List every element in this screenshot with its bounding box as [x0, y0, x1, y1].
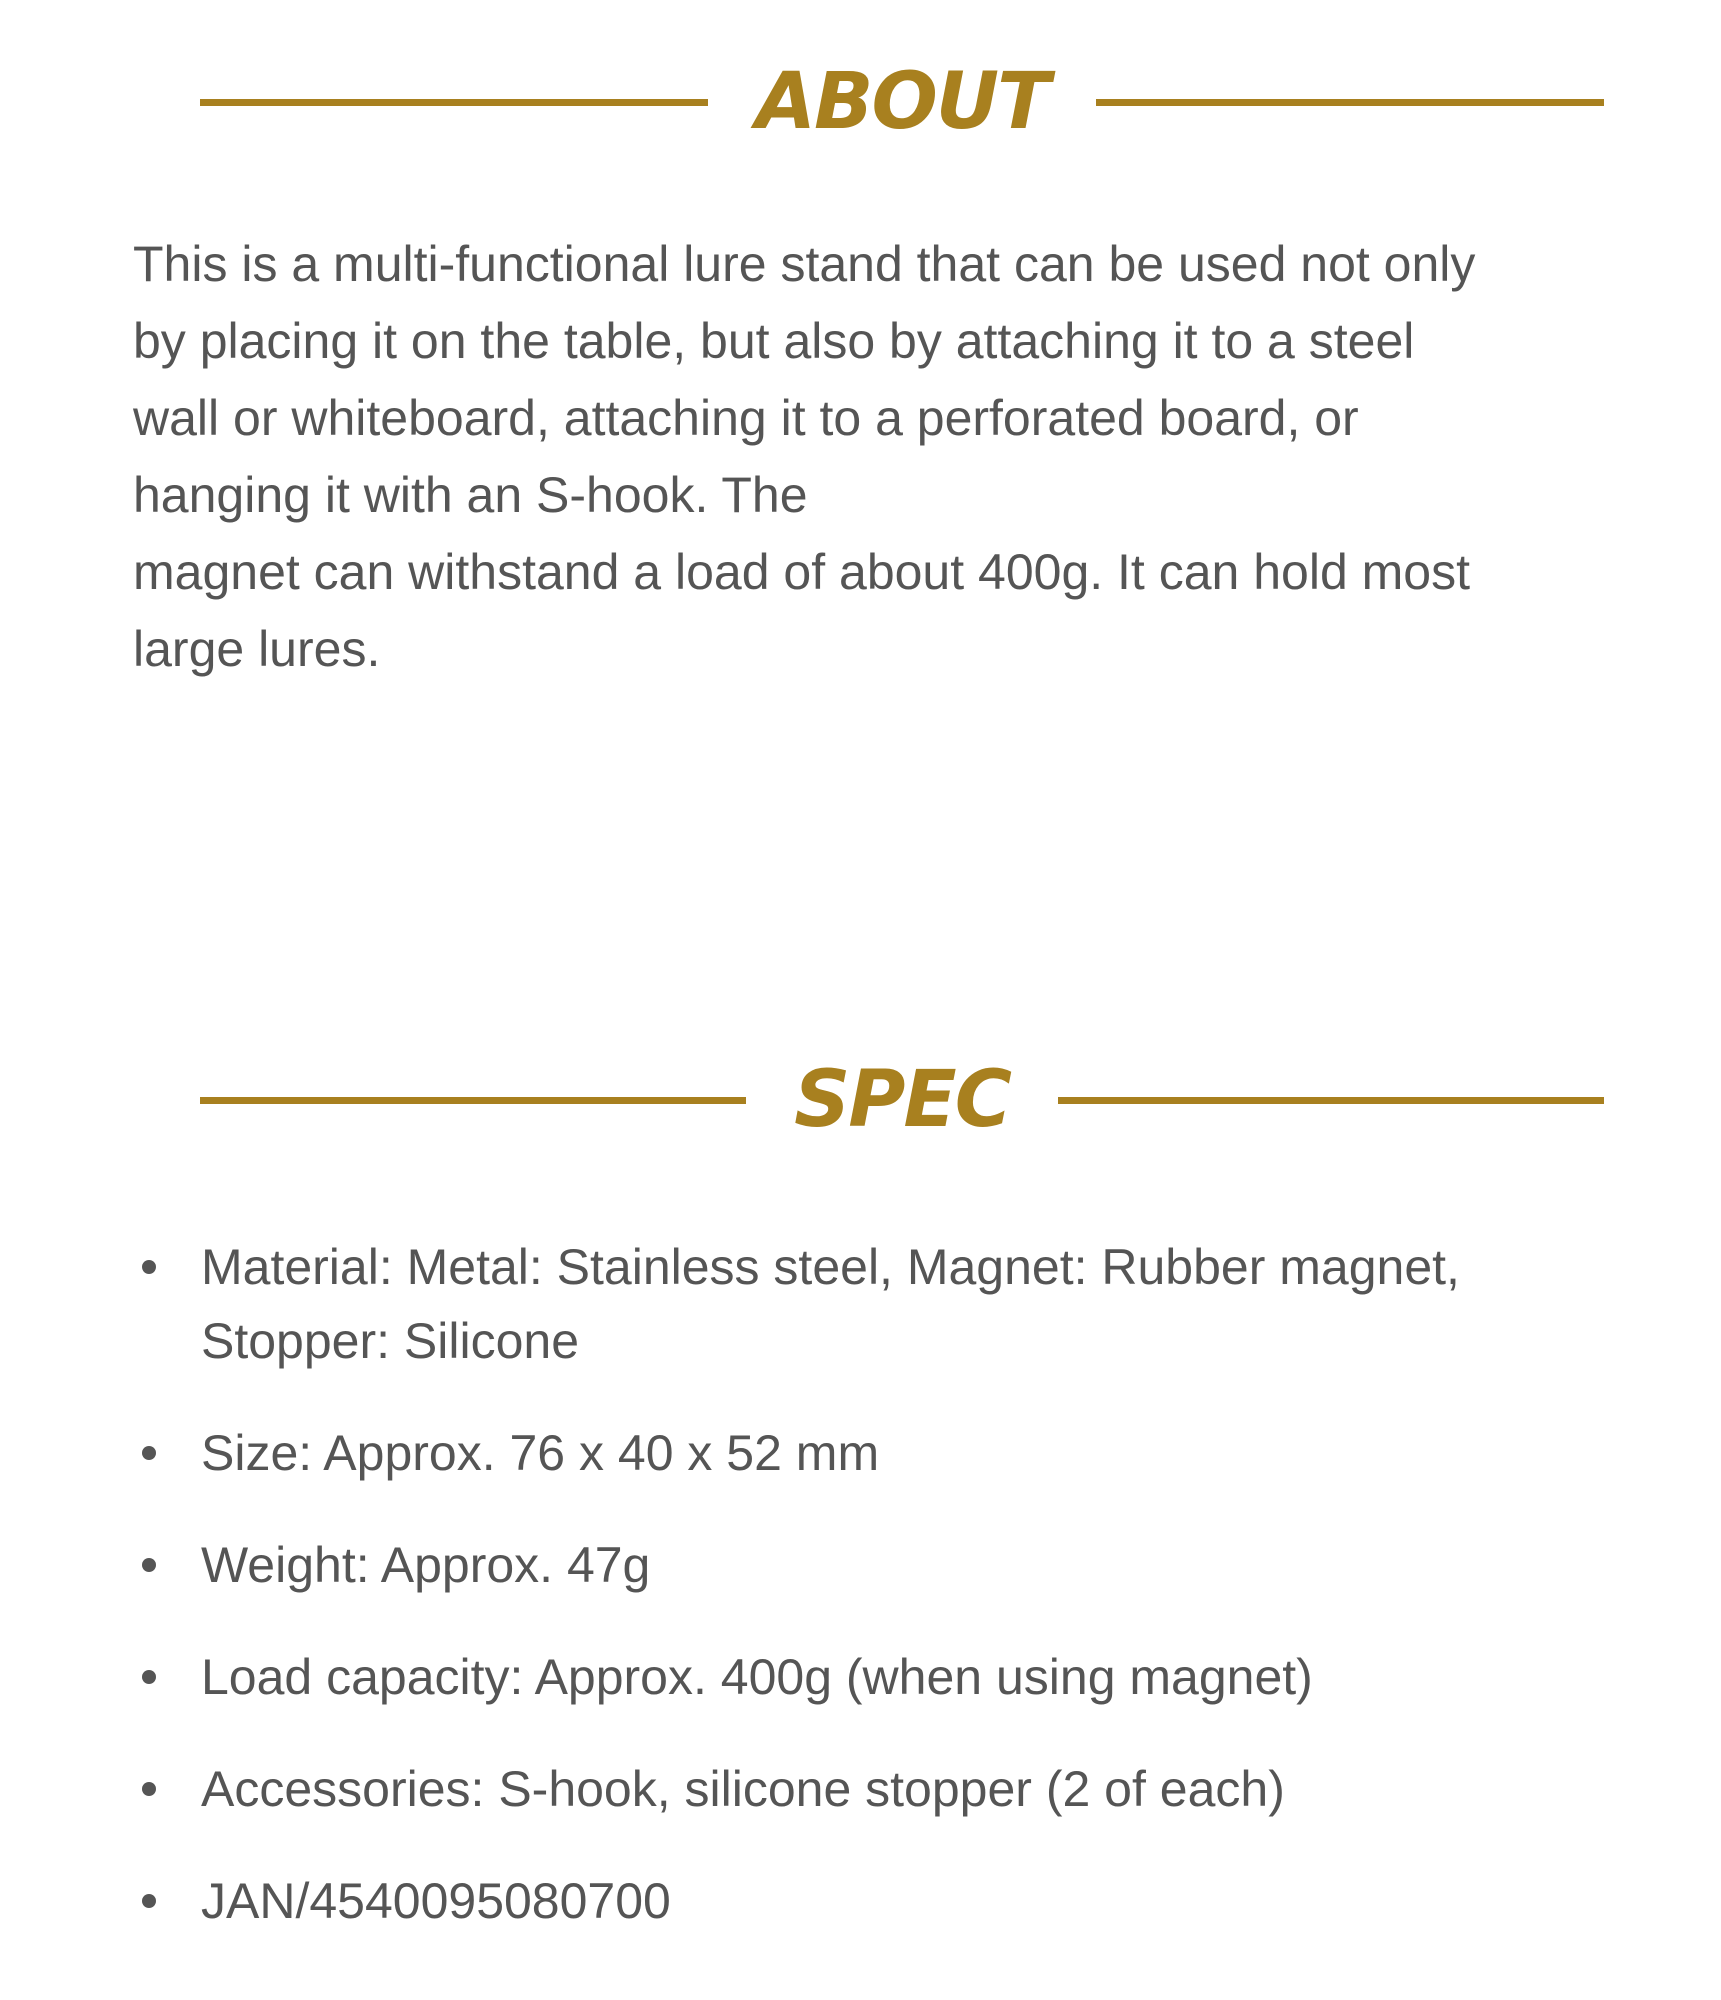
- spec-item-text: Size: Approx. 76 x 40 x 52 mm: [201, 1425, 880, 1481]
- about-line: by placing it on the table, but also by attaching it to a steel: [133, 313, 1415, 369]
- about-line: This is a multi-functional lure stand that can be used not only: [133, 236, 1476, 292]
- spec-item-text: Accessories: S-hook, silicone stopper (2 of each): [201, 1761, 1285, 1817]
- bullet-icon: [142, 1670, 156, 1684]
- about-line: hanging it with an S-hook. The: [133, 467, 808, 523]
- spec-item-accessories: [133, 1752, 1653, 1826]
- spec-item-size: [133, 1416, 1653, 1490]
- about-description: [133, 226, 1653, 688]
- about-line: wall or whiteboard, attaching it to a perforated board, or: [133, 390, 1359, 446]
- bullet-icon: [142, 1782, 156, 1796]
- spec-item-jan: [133, 1864, 1653, 1938]
- spec-list: [133, 1230, 1653, 1976]
- spec-item-text: Load capacity: Approx. 400g (when using magnet): [201, 1649, 1313, 1705]
- spec-section-header: [200, 1040, 1604, 1160]
- about-divider-right: [1096, 99, 1604, 106]
- spec-item-material: [133, 1230, 1653, 1378]
- bullet-icon: [142, 1558, 156, 1572]
- bullet-icon: [142, 1446, 156, 1460]
- bullet-icon: [142, 1894, 156, 1908]
- spec-item-text: JAN/4540095080700: [201, 1873, 671, 1929]
- spec-item-weight: [133, 1528, 1653, 1602]
- spec-divider-left: [200, 1097, 746, 1104]
- about-line: magnet can withstand a load of about 400g. It can hold most: [133, 544, 1470, 600]
- spec-heading: SPEC: [794, 1055, 1010, 1145]
- spec-item-text: Weight: Approx. 47g: [201, 1537, 651, 1593]
- about-line: large lures.: [133, 621, 381, 677]
- about-heading: ABOUT: [755, 57, 1049, 147]
- spec-item-load-capacity: [133, 1640, 1653, 1714]
- about-section-header: [200, 42, 1604, 162]
- spec-divider-right: [1058, 1097, 1604, 1104]
- about-divider-left: [200, 99, 708, 106]
- bullet-icon: [142, 1260, 156, 1274]
- spec-item-text: Material: Metal: Stainless steel, Magnet: Rubber magnet, Stopper: Silicone: [201, 1239, 1460, 1369]
